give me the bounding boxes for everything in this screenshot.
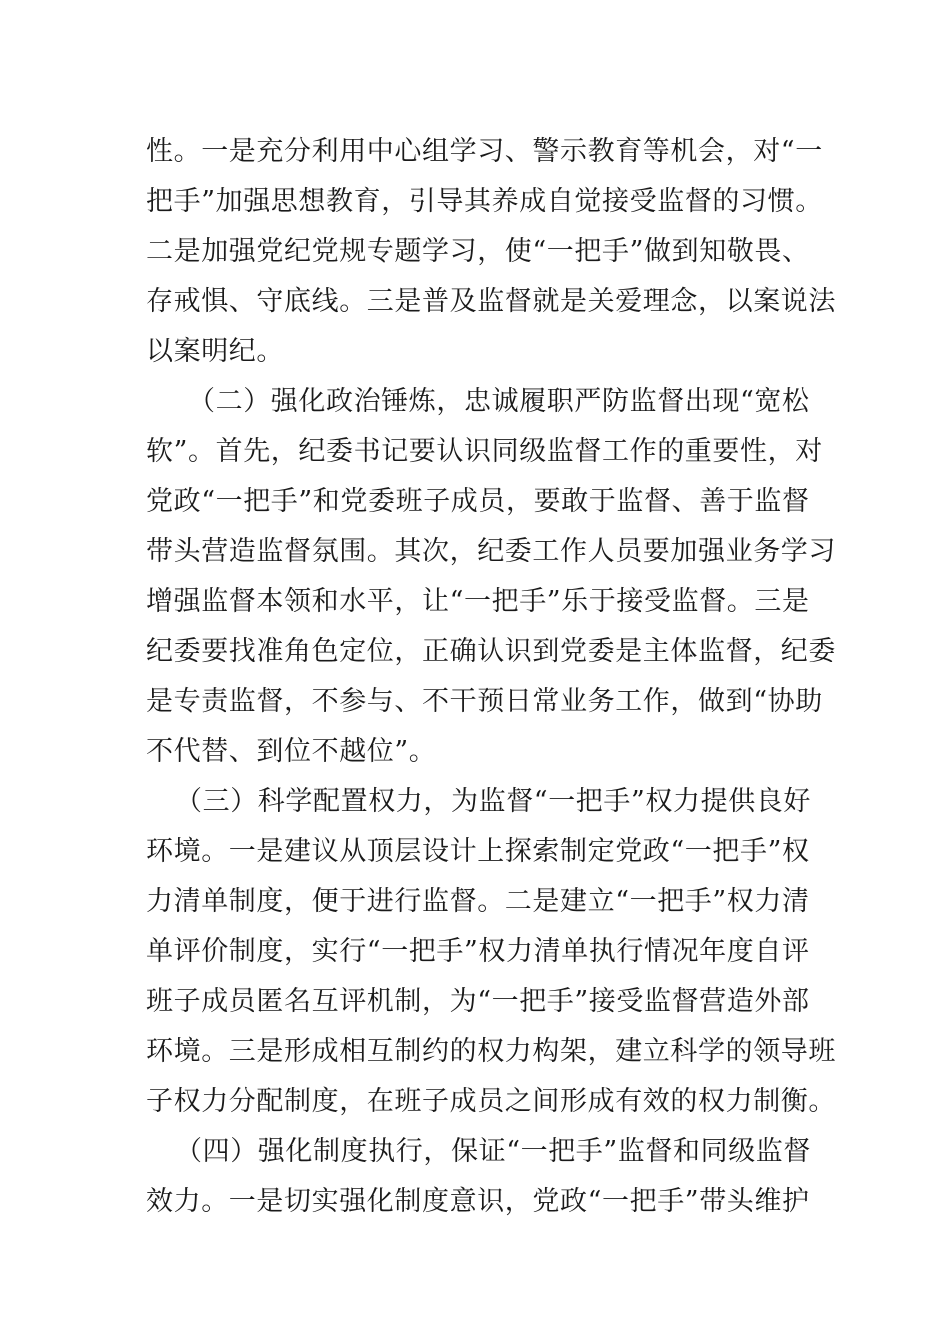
text-line: 性。一是充分利用中心组学习、警示教育等机会，对“一 <box>146 136 823 167</box>
text-line: 软”。首先，纪委书记要认识同级监督工作的重要性，对 <box>146 436 823 467</box>
text-line: 单评价制度，实行“一把手”权力清单执行情况年度自评 <box>146 936 810 967</box>
text-line: 二是加强党纪党规专题学习，使“一把手”做到知敬畏、 <box>146 236 810 267</box>
text-line: 班子成员匿名互评机制，为“一把手”接受监督营造外部 <box>146 986 810 1017</box>
text-line: 力清单制度，便于进行监督。二是建立“一把手”权力清 <box>146 886 810 917</box>
text-line: 纪委要找准角色定位，正确认识到党委是主体监督，纪委 <box>146 636 836 667</box>
text-line: 把手”加强思想教育，引导其养成自觉接受监督的习惯。 <box>146 186 823 217</box>
text-line: 效力。一是切实强化制度意识，党政“一把手”带头维护 <box>146 1186 810 1217</box>
text-line: 不代替、到位不越位”。 <box>146 736 437 767</box>
section-heading-line: （三）科学配置权力，为监督“一把手”权力提供良好 <box>175 786 812 817</box>
text-line: 增强监督本领和水平，让“一把手”乐于接受监督。三是 <box>146 586 810 617</box>
text-line: 环境。一是建议从顶层设计上探索制定党政“一把手”权 <box>146 836 810 867</box>
text-line: 党政“一把手”和党委班子成员，要敢于监督、善于监督 <box>146 486 810 517</box>
text-line: 带头营造监督氛围。其次，纪委工作人员要加强业务学习 <box>146 536 836 567</box>
text-line: 是专责监督，不参与、不干预日常业务工作，做到“协助 <box>146 686 823 717</box>
text-line: 子权力分配制度，在班子成员之间形成有效的权力制衡。 <box>146 1086 836 1117</box>
text-line: 环境。三是形成相互制约的权力构架，建立科学的领导班 <box>146 1036 836 1067</box>
text-line: 以案明纪。 <box>146 336 284 367</box>
text-line: 存戒惧、守底线。三是普及监督就是关爱理念，以案说法 <box>146 286 836 317</box>
section-heading-line: （四）强化制度执行，保证“一把手”监督和同级监督 <box>175 1136 812 1167</box>
section-heading-line: （二）强化政治锤炼，忠诚履职严防监督出现“宽松 <box>188 386 810 417</box>
